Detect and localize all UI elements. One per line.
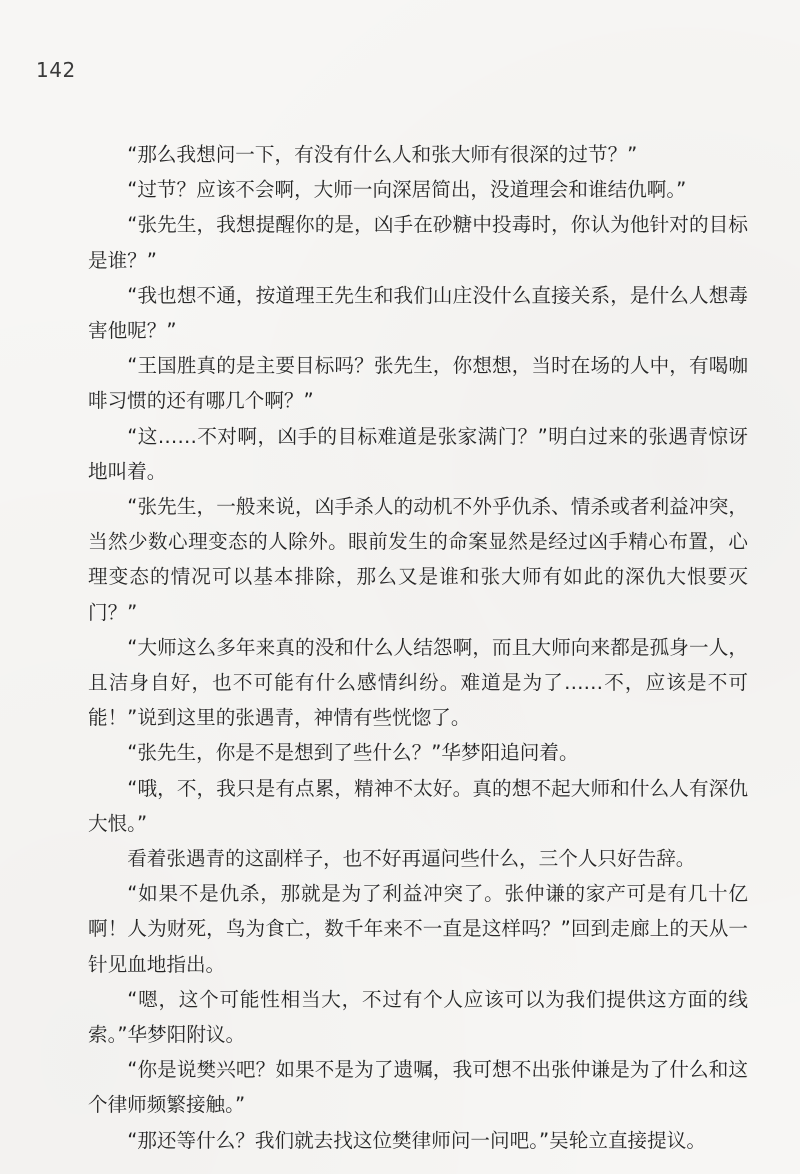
paragraph: “那么我想问一下，有没有什么人和张大师有很深的过节？”	[127, 143, 638, 166]
paragraph: “你是说樊兴吧？如果不是为了遗嘱，我可想不出张仲谦是为了什么和这个律师频繁接触。”	[88, 1058, 748, 1117]
paragraph: “如果不是仇杀，那就是为了利益冲突了。张仲谦的家产可是有几十亿啊！人为财死，鸟为食亡，数千年来不一直是这样吗？”回到走廊上的天从一针见血地指出。	[88, 882, 748, 976]
paragraph: “这……不对啊，凶手的目标难道是张家满门？”明白过来的张遇青惊讶地叫着。	[88, 424, 748, 483]
paragraph: “哦，不，我只是有点累，精神不太好。真的想不起大师和什么人有深仇大恨。”	[88, 776, 748, 835]
paragraph: “我也想不通，按道理王先生和我们山庄没什么直接关系，是什么人想毒害他呢？”	[88, 283, 748, 343]
paragraph: “嗯，这个可能性相当大，不过有个人应该可以为我们提供这方面的线索。”华梦阳附议。	[88, 987, 748, 1047]
paragraph: “大师这么多年来真的没和什么人结怨啊，而且大师向来都是孤身一人，且洁身自好，也不可能有什么感情纠纷。难道是为了……不，应该是不可能！”说到这里的张遇青，神情有些恍惚了。	[88, 635, 748, 730]
paragraph: “张先生，一般来说，凶手杀人的动机不外乎仇杀、情杀或者利益冲突，当然少数心理变态的人除外。眼前发生的命案显然是经过凶手精心布置，心理变态的情况可以基本排除，那么又是谁和张大师有如此的深仇大恨要灭门？”	[88, 495, 748, 624]
paragraph: 看着张遇青的这副样子，也不好再逼问些什么，三个人只好告辞。	[127, 847, 696, 871]
paragraph: “张先生，我想提醒你的是，凶手在砂糖中投毒时，你认为他针对的目标是谁？”	[88, 213, 748, 272]
paragraph: “王国胜真的是主要目标吗？张先生，你想想，当时在场的人中，有喝咖啡习惯的还有哪几个啊？”	[88, 354, 748, 413]
body-text	[88, 137, 748, 1158]
paragraph: “过节？应该不会啊，大师一向深居简出，没道理会和谁结仇啊。”	[127, 178, 687, 202]
paragraph: “那还等什么？我们就去找这位樊律师问一问吧。”吴轮立直接提议。	[127, 1128, 706, 1152]
paragraph: “张先生，你是不是想到了些什么？”华梦阳追问着。	[127, 741, 579, 765]
page-number: 142	[36, 58, 76, 82]
